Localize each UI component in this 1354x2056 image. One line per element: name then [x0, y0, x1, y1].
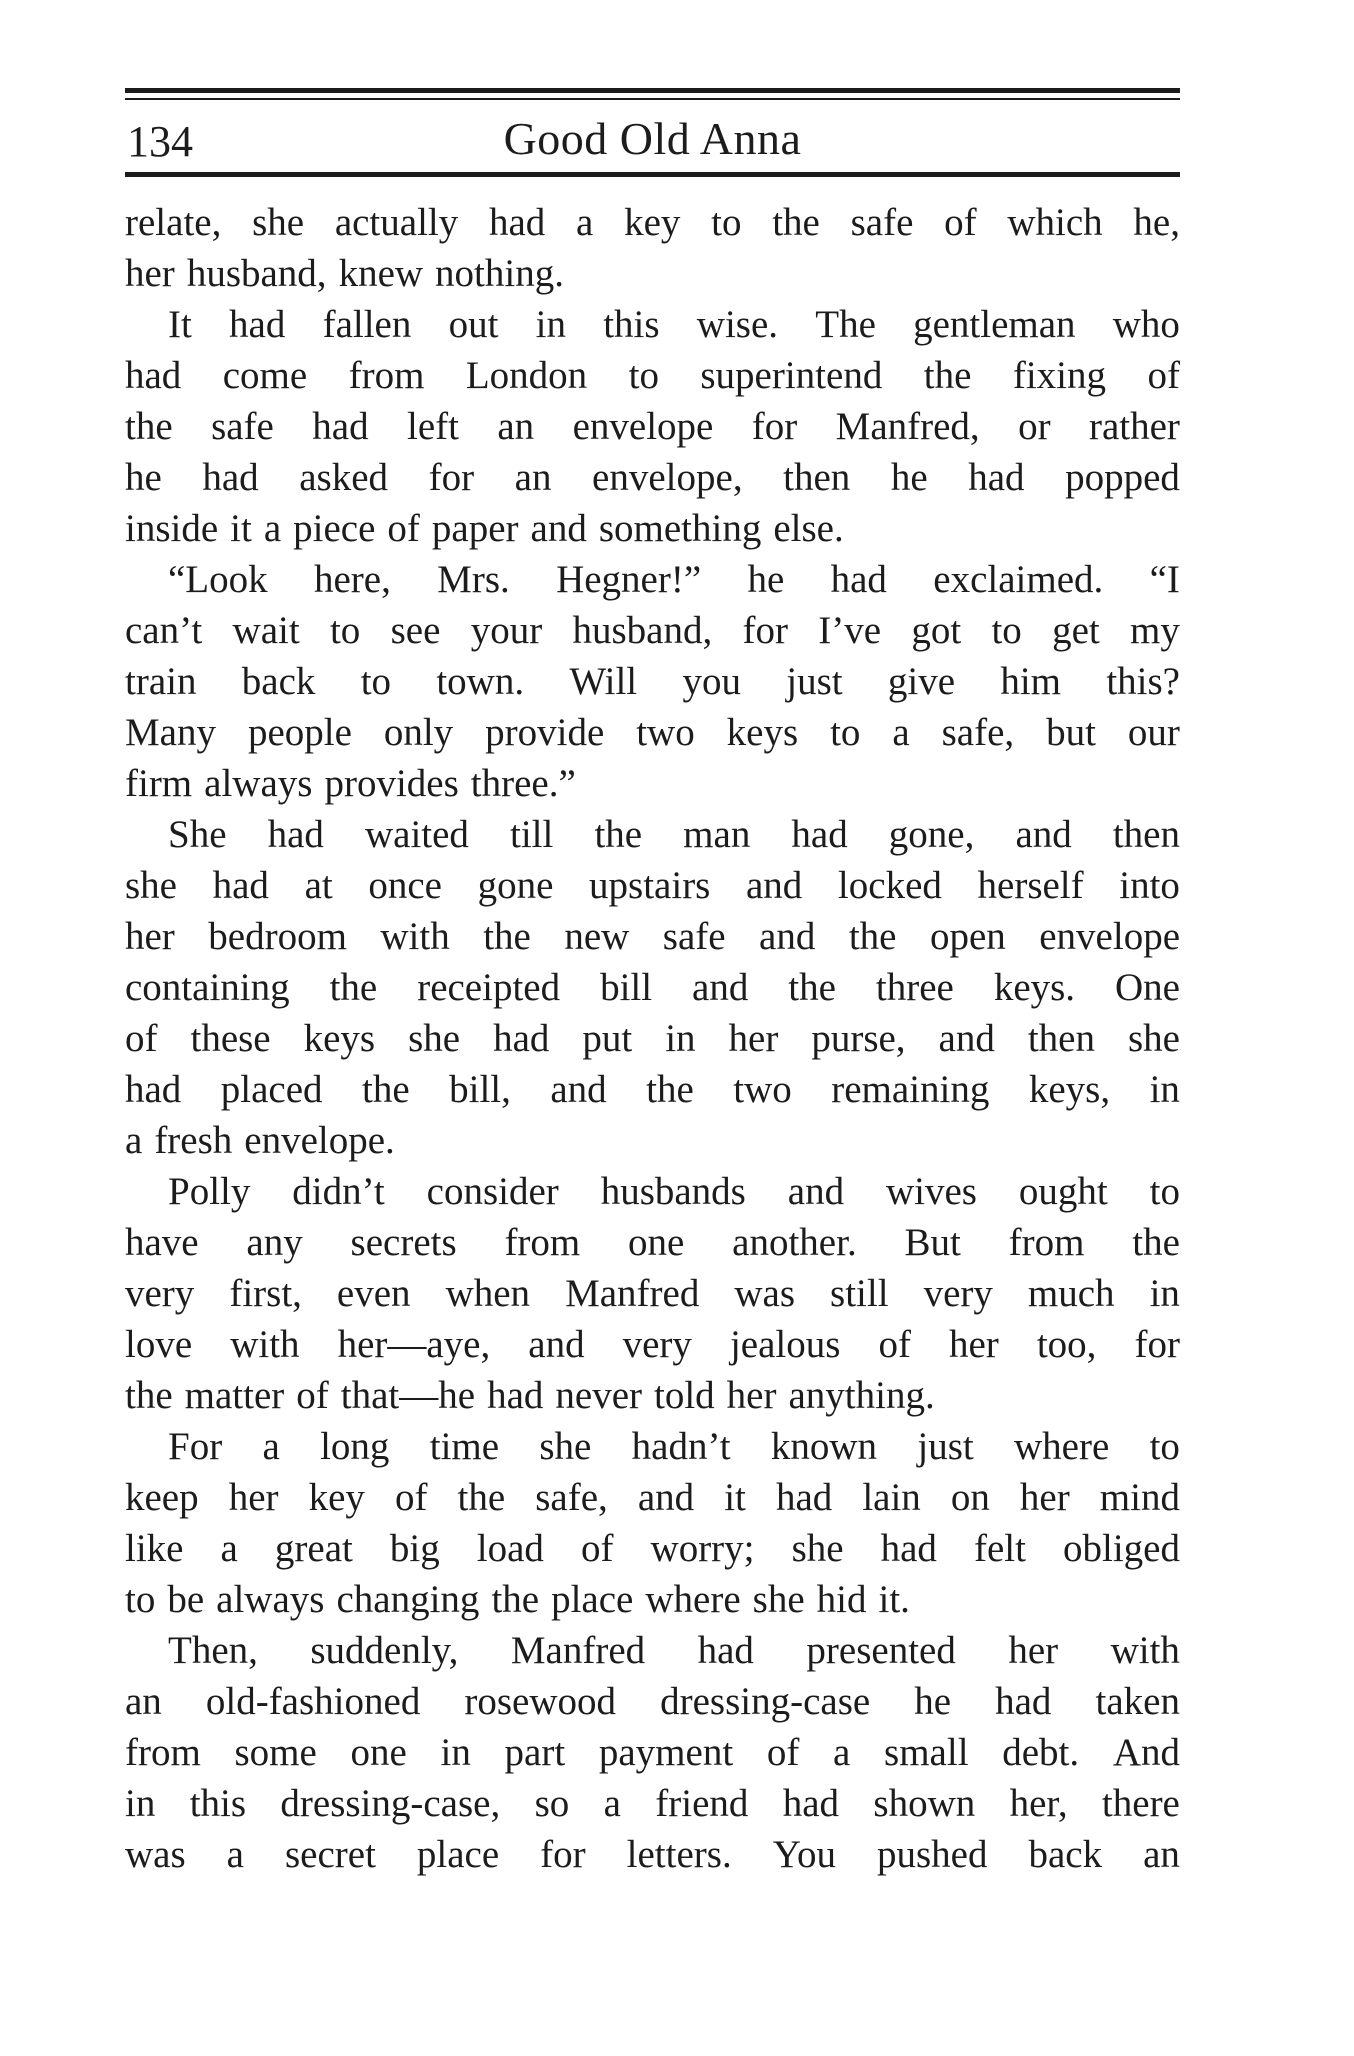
- text-line: a fresh envelope.: [125, 1119, 395, 1162]
- text-line: “Look here, Mrs. Hegner!” he had exclaimed. “I: [168, 558, 1180, 601]
- text-line: Many people only provide two keys to a safe, but our: [125, 711, 1180, 754]
- text-line: Polly didn’t consider husbands and wives ought to: [168, 1170, 1180, 1213]
- text-line: relate, she actually had a key to the safe of which he,: [125, 201, 1180, 244]
- running-header: [125, 100, 1180, 172]
- text-line: her husband, knew nothing.: [125, 252, 564, 295]
- text-line: have any secrets from one another. But from the: [125, 1221, 1180, 1264]
- text-line: she had at once gone upstairs and locked herself into: [125, 864, 1180, 907]
- text-line: train back to town. Will you just give him this?: [125, 660, 1180, 703]
- text-line: had placed the bill, and the two remaining keys, in: [125, 1068, 1180, 1111]
- paragraph: [125, 1625, 1180, 1880]
- text-line: It had fallen out in this wise. The gentleman who: [168, 303, 1180, 346]
- paragraph: [125, 299, 1180, 554]
- body-text: [125, 197, 1180, 1880]
- text-line: in this dressing-case, so a friend had shown her, there: [125, 1782, 1180, 1825]
- text-line: containing the receipted bill and the three keys. One: [125, 966, 1180, 1009]
- header-rule-bottom: [125, 172, 1180, 177]
- text-line: love with her—aye, and very jealous of her too, for: [125, 1323, 1180, 1366]
- text-line: inside it a piece of paper and something else.: [125, 507, 844, 550]
- paragraph: [125, 809, 1180, 1166]
- text-line: had come from London to superintend the fixing of: [125, 354, 1180, 397]
- text-line: an old-fashioned rosewood dressing-case he had taken: [125, 1680, 1180, 1723]
- paragraph: [125, 554, 1180, 809]
- text-line: the safe had left an envelope for Manfred, or rather: [125, 405, 1180, 448]
- text-line: from some one in part payment of a small debt. And: [125, 1731, 1180, 1774]
- text-line: can’t wait to see your husband, for I’ve got to get my: [125, 609, 1180, 652]
- header-rule-top: [125, 88, 1180, 93]
- text-line: of these keys she had put in her purse, and then she: [125, 1017, 1180, 1060]
- book-page: [125, 88, 1180, 1880]
- text-line: the matter of that—he had never told her anything.: [125, 1374, 935, 1417]
- paragraph: [125, 1166, 1180, 1421]
- text-line: was a secret place for letters. You pushed back an: [125, 1833, 1180, 1876]
- text-line: For a long time she hadn’t known just where to: [168, 1425, 1180, 1468]
- text-line: he had asked for an envelope, then he had popped: [125, 456, 1180, 499]
- paragraph: [125, 197, 1180, 299]
- paragraph: [125, 1421, 1180, 1625]
- page-number: 134: [127, 117, 193, 166]
- running-title: Good Old Anna: [503, 113, 802, 164]
- text-line: Then, suddenly, Manfred had presented her with: [168, 1629, 1180, 1672]
- text-line: She had waited till the man had gone, and then: [168, 813, 1180, 856]
- text-line: firm always provides three.”: [125, 762, 576, 805]
- text-line: very first, even when Manfred was still very much in: [125, 1272, 1180, 1315]
- text-line: keep her key of the safe, and it had lain on her mind: [125, 1476, 1180, 1519]
- text-line: her bedroom with the new safe and the open envelope: [125, 915, 1180, 958]
- text-line: like a great big load of worry; she had felt obliged: [125, 1527, 1180, 1570]
- text-line: to be always changing the place where she hid it.: [125, 1578, 910, 1621]
